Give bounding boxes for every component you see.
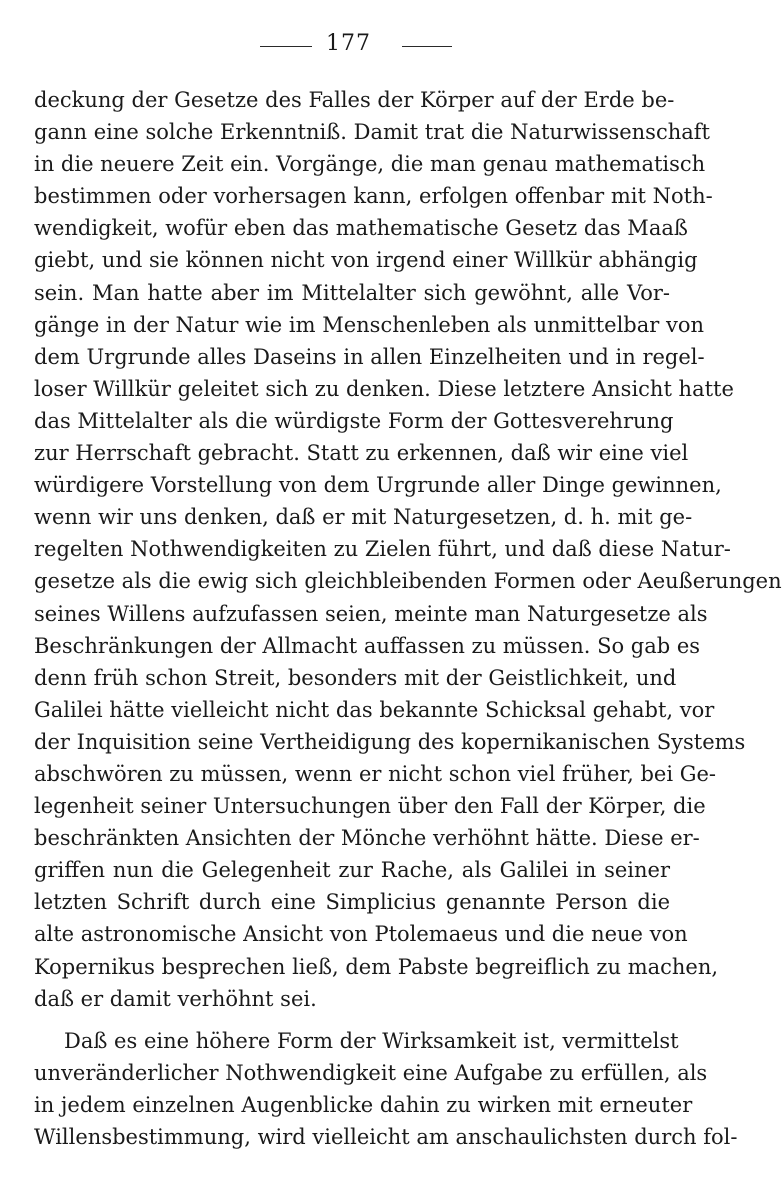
paragraph-1 [34, 84, 782, 1015]
header-rule-right [402, 46, 452, 47]
body-text [34, 84, 782, 1153]
paragraph-2 [34, 1025, 738, 1153]
text-line: das Mittelalter als die würdigste Form der Gottesverehrung [34, 408, 674, 433]
text-line: griffen nun die Gelegenheit zur Rache, als Galilei in seiner [34, 858, 670, 883]
header-rule-left [260, 46, 312, 47]
text-line: daß er damit verhöhnt sei. [34, 986, 317, 1011]
text-line: beschränkten Ansichten der Mönche verhöhnt hätte. Diese er- [34, 826, 700, 851]
page-number: 177 [326, 31, 371, 56]
paragraph-gap [34, 1015, 670, 1025]
text-line: in jedem einzelnen Augenblicke dahin zu wirken mit erneuter [34, 1092, 693, 1117]
text-line: regelten Nothwendigkeiten zu Zielen führt, und daß diese Natur- [34, 537, 731, 562]
text-line: bestimmen oder vorhersagen kann, erfolgen offenbar mit Noth- [34, 184, 713, 209]
text-line: abschwören zu müssen, wenn er nicht schon viel früher, bei Ge- [34, 761, 717, 786]
text-line: letzten Schrift durch eine Simplicius genannte Person die [34, 890, 670, 915]
text-line: würdigere Vorstellung von dem Urgrunde aller Dinge gewinnen, [34, 473, 722, 498]
text-line: zur Herrschaft gebracht. Statt zu erkennen, daß wir eine viel [34, 441, 689, 466]
text-line: deckung der Gesetze des Falles der Körper auf der Erde be- [34, 88, 675, 112]
text-line: Daß es eine höhere Form der Wirksamkeit ist, vermittelst [64, 1028, 679, 1053]
text-line: Kopernikus besprechen ließ, dem Pabste begreiflich zu machen, [34, 954, 719, 979]
text-line: gesetze als die ewig sich gleichbleibenden Formen oder Aeußerungen [34, 569, 782, 594]
page-header [0, 30, 697, 60]
text-line: Galilei hätte vielleicht nicht das bekannte Schicksal gehabt, vor [34, 697, 715, 722]
text-line: unveränderlicher Nothwendigkeit eine Aufgabe zu erfüllen, als [34, 1060, 708, 1085]
text-line: alte astronomische Ansicht von Ptolemaeus und die neue von [34, 922, 688, 947]
text-line: dem Urgrunde alles Daseins in allen Einzelheiten und in regel- [34, 344, 705, 369]
text-line: wenn wir uns denken, daß er mit Naturgesetzen, d. h. mit ge- [34, 505, 693, 530]
text-line: gänge in der Natur wie im Menschenleben als unmittelbar von [34, 312, 704, 337]
text-line: loser Willkür geleitet sich zu denken. Diese letztere Ansicht hatte [34, 376, 734, 401]
text-line: gann eine solche Erkenntniß. Damit trat die Naturwissenschaft [34, 120, 710, 145]
text-line: in die neuere Zeit ein. Vorgänge, die man genau mathematisch [34, 152, 706, 177]
text-line: giebt, und sie können nicht von irgend einer Willkür abhängig [34, 248, 698, 273]
text-line: seines Willens aufzufassen seien, meinte man Naturgesetze als [34, 601, 708, 626]
text-line: Beschränkungen der Allmacht auffassen zu müssen. So gab es [34, 633, 701, 658]
text-line: Willensbestimmung, wird vielleicht am anschaulichsten durch fol- [34, 1125, 738, 1149]
text-line: der Inquisition seine Vertheidigung des kopernikanischen Systems [34, 729, 746, 754]
text-line: legenheit seiner Untersuchungen über den Fall der Körper, die [34, 794, 706, 819]
text-line: denn früh schon Streit, besonders mit der Geistlichkeit, und [34, 665, 677, 690]
text-line: sein. Man hatte aber im Mittelalter sich gewöhnt, alle Vor- [34, 280, 670, 305]
text-line: wendigkeit, wofür eben das mathematische Gesetz das Maaß [34, 216, 688, 241]
